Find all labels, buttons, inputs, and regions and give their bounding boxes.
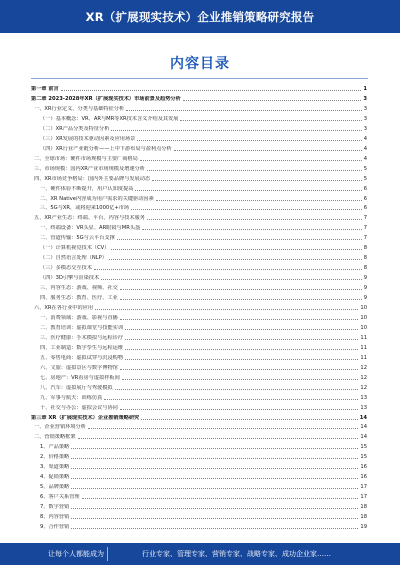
toc-entry-page: 8	[363, 255, 367, 262]
toc-entry-page: 1	[363, 86, 367, 92]
toc-leader-dots	[120, 369, 359, 370]
toc-leader-dots	[140, 160, 362, 161]
toc-entry[interactable]	[31, 315, 367, 322]
toc-entry-page: 12	[360, 384, 367, 391]
toc-entry-page: 15	[360, 444, 367, 451]
toc-entry[interactable]	[31, 255, 367, 262]
toc-leader-dots	[125, 339, 358, 340]
toc-entry[interactable]	[31, 325, 367, 332]
toc-entry-label: 第二章 2023-2028年XR（扩展现实技术）市场前景及趋势分析	[31, 95, 181, 102]
toc-leader-dots	[137, 140, 361, 141]
report-title: XR（扩展现实技术）企业推销策略研究报告	[85, 9, 315, 24]
toc-entry[interactable]	[31, 474, 367, 481]
toc-leader-dots	[126, 110, 362, 111]
toc-entry-label: （二）XR产品分类及特征分析	[40, 125, 110, 132]
toc-entry-page: 3	[363, 125, 367, 132]
toc-entry-label: 7、数字营销	[40, 504, 70, 511]
toc-leader-dots	[78, 438, 359, 439]
toc-leader-dots	[141, 419, 357, 420]
report-footer	[0, 543, 400, 565]
toc-leader-dots	[71, 468, 358, 469]
toc-entry[interactable]	[31, 415, 367, 422]
toc-entry[interactable]	[31, 355, 367, 362]
toc-leader-dots	[61, 90, 362, 91]
toc-entry-page: 13	[360, 394, 367, 401]
toc-entry-page: 7	[363, 215, 367, 222]
toc-entry-page: 16	[360, 464, 367, 471]
toc-entry-page: 7	[363, 225, 367, 232]
toc-leader-dots	[180, 120, 361, 121]
toc-leader-dots	[71, 478, 358, 479]
toc-top-divider	[31, 78, 368, 79]
toc-leader-dots	[156, 200, 362, 201]
toc-entry[interactable]	[31, 365, 367, 372]
toc-leader-dots	[183, 100, 362, 101]
toc-entry-page: 4	[363, 135, 367, 142]
toc-entry[interactable]	[31, 146, 367, 153]
toc-entry[interactable]	[31, 156, 367, 163]
toc-leader-dots	[131, 209, 362, 210]
toc-leader-dots	[101, 279, 362, 280]
footer-slogan: 让每个人都能成为	[48, 550, 104, 558]
toc-entry[interactable]	[31, 166, 367, 173]
toc-entry[interactable]	[31, 434, 367, 441]
toc-entry-page: 6	[363, 195, 367, 202]
toc-entry-page: 8	[363, 265, 367, 272]
toc-leader-dots	[109, 259, 362, 260]
table-of-contents	[31, 86, 367, 534]
toc-entry-label: （一）计算机视觉技术（CV）	[40, 245, 110, 252]
toc-entry-page: 12	[360, 364, 367, 371]
toc-entry-page: 17	[360, 494, 367, 501]
toc-entry-page: 8	[363, 245, 367, 252]
toc-entry[interactable]	[31, 196, 367, 203]
toc-entry-page: 6	[363, 185, 367, 192]
toc-entry[interactable]	[31, 265, 367, 272]
toc-entry-label: 二、营销策略框架	[34, 434, 76, 441]
toc-leader-dots	[115, 389, 359, 390]
toc-leader-dots	[104, 399, 358, 400]
toc-entry[interactable]	[31, 395, 367, 402]
toc-leader-dots	[95, 309, 358, 310]
toc-entry-page: 10	[360, 314, 367, 321]
toc-entry-page: 18	[360, 514, 367, 521]
toc-leader-dots	[142, 229, 361, 230]
toc-entry-page: 14	[360, 434, 367, 441]
toc-entry[interactable]	[31, 136, 367, 143]
toc-leader-dots	[94, 269, 362, 270]
toc-entry[interactable]	[31, 494, 367, 501]
toc-entry[interactable]	[31, 514, 367, 521]
toc-entry-page: 15	[360, 454, 367, 461]
toc-entry-label: 一、企业营销环境分析	[34, 424, 86, 431]
toc-entry-label: 3、渠道策略	[40, 464, 70, 471]
toc-entry[interactable]	[31, 464, 367, 471]
toc-leader-dots	[147, 219, 362, 220]
toc-entry-label: 5、品牌策略	[40, 484, 70, 491]
toc-entry-label: 五、零售电商：虚拟试穿与沉浸购物	[40, 354, 124, 361]
toc-entry-label: 三、内容生态：游戏、视频、社交	[40, 285, 118, 292]
toc-entry[interactable]	[31, 295, 367, 302]
toc-entry-label: 二、全球市场：硬件市场规模与主要厂商格局	[34, 155, 138, 162]
toc-entry[interactable]	[31, 225, 367, 232]
toc-leader-dots	[71, 518, 358, 519]
toc-leader-dots	[71, 448, 358, 449]
toc-leader-dots	[125, 329, 358, 330]
toc-leader-dots	[120, 319, 359, 320]
toc-entry[interactable]	[31, 235, 367, 242]
toc-entry[interactable]	[31, 305, 367, 312]
toc-entry-label: 一、消费领域：游戏、影视与直播	[40, 314, 118, 321]
toc-entry-page: 11	[360, 354, 367, 361]
toc-entry-label: （三）多模态交互技术	[40, 265, 92, 272]
toc-entry-label: 三、5G与XR，或将迎来1000亿+市场	[40, 205, 130, 212]
toc-entry-page: 4	[363, 145, 367, 152]
toc-entry-label: 第一章 前言	[31, 86, 59, 92]
toc-entry-page: 9	[363, 285, 367, 292]
toc-entry-label: 六、文旅：虚拟景区与数字博物馆	[40, 364, 118, 371]
toc-entry[interactable]	[31, 484, 367, 491]
toc-entry[interactable]	[31, 205, 367, 212]
footer-tagline: 行业专家、管理专家、营销专家、战略专家、成功企业家……	[142, 550, 331, 558]
toc-entry-label: 四、服务生态：教育、医疗、工业	[40, 295, 118, 302]
toc-entry[interactable]	[31, 215, 367, 222]
toc-entry[interactable]	[31, 116, 367, 123]
toc-leader-dots	[135, 190, 361, 191]
toc-entry-label: 1、产品策略	[40, 444, 70, 451]
toc-entry-label: （四）3D引擎与渲染技术	[40, 275, 100, 282]
toc-entry-page: 4	[363, 155, 367, 162]
toc-entry-page: 14	[359, 414, 367, 421]
toc-entry[interactable]	[31, 524, 367, 531]
toc-entry-label: 一、硬件体验不断提升，用户认知度提高	[40, 185, 134, 192]
toc-entry[interactable]	[31, 335, 367, 342]
toc-entry-label: 六、XR在各行业中的应用	[34, 305, 94, 312]
toc-entry-page: 3	[363, 95, 367, 102]
toc-entry[interactable]	[31, 345, 367, 352]
toc-entry-page: 3	[363, 105, 367, 112]
toc-entry-label: 二、管道传输：5G与云平台支撑	[40, 235, 115, 242]
toc-leader-dots	[111, 249, 361, 250]
toc-entry-page: 10	[360, 305, 367, 312]
toc-entry-label: 四、XR市场竞争格局：国内外主要品牌与发展动态	[34, 175, 151, 182]
toc-entry[interactable]	[31, 375, 367, 382]
toc-entry[interactable]	[31, 126, 367, 133]
toc-entry[interactable]	[31, 106, 367, 113]
toc-entry-label: 一、XR行业定义、分类与基础特征分析	[34, 105, 125, 112]
toc-leader-dots	[120, 299, 362, 300]
toc-entry-label: 第三章 XR（扩展现实技术）企业推销策略研究	[31, 414, 140, 421]
toc-entry-page: 5	[363, 175, 367, 182]
toc-entry-page: 19	[360, 524, 367, 531]
toc-entry[interactable]	[31, 385, 367, 392]
toc-entry[interactable]	[31, 176, 367, 183]
toc-entry-label: 九、军事与航天：训练仿真	[40, 394, 103, 401]
toc-entry[interactable]	[31, 424, 367, 431]
toc-entry-label: 七、房地产：VR看房与虚拟样板间	[40, 374, 120, 381]
toc-entry[interactable]	[31, 405, 367, 412]
toc-leader-dots	[82, 498, 359, 499]
toc-entry-page: 9	[363, 275, 367, 282]
toc-leader-dots	[125, 359, 358, 360]
toc-heading: 内容目录	[170, 56, 230, 72]
toc-entry[interactable]	[31, 275, 367, 282]
toc-entry-label: 二、XR Native内容成为用户需求的关键驱动因素	[40, 195, 154, 202]
toc-entry-label: 2、价格策略	[40, 454, 70, 461]
toc-entry-label: 4、促销策略	[40, 474, 70, 481]
toc-entry-page: 13	[360, 404, 367, 411]
toc-entry-page: 18	[360, 504, 367, 511]
toc-entry-label: 三、市场规模：国内XR产业市场规模及增速分析	[34, 165, 145, 172]
toc-entry-page: 11	[360, 344, 367, 351]
toc-leader-dots	[174, 150, 362, 151]
toc-entry-label: （三）XR发展的技术驱动因素及应用场景	[40, 135, 136, 142]
toc-entry-page: 3	[363, 115, 367, 122]
toc-entry-label: 四、工业制造：数字孪生与远程运维	[40, 344, 124, 351]
toc-entry[interactable]	[31, 504, 367, 511]
toc-entry-label: （四）XR行业产业链分析——上中下游布局与盈利点分析	[40, 145, 172, 152]
toc-leader-dots	[122, 379, 359, 380]
toc-leader-dots	[117, 239, 362, 240]
toc-entry-page: 9	[363, 295, 367, 302]
toc-entry-page: 6	[363, 205, 367, 212]
toc-entry-page: 16	[360, 474, 367, 481]
toc-entry-label: 二、教育培训：虚拟课堂与技能实训	[40, 324, 124, 331]
toc-leader-dots	[152, 180, 362, 181]
toc-entry-label: 9、合作营销	[40, 524, 70, 531]
toc-entry[interactable]	[31, 454, 367, 461]
toc-entry-page: 5	[363, 165, 367, 172]
toc-entry-label: 8、内容营销	[40, 514, 70, 521]
toc-entry-label: 五、XR产业生态：终端、平台、内容与技术服务	[34, 215, 145, 222]
toc-leader-dots	[125, 349, 358, 350]
toc-leader-dots	[71, 508, 358, 509]
toc-leader-dots	[120, 409, 359, 410]
toc-leader-dots	[71, 458, 358, 459]
toc-entry-label: 十、社交与办公：虚拟会议与协同	[40, 404, 118, 411]
toc-entry-label: 一、终端设备：VR头显、AR眼镜与MR头盔	[40, 225, 141, 232]
toc-leader-dots	[71, 488, 358, 489]
toc-leader-dots	[111, 130, 361, 131]
toc-leader-dots	[71, 528, 358, 529]
footer-divider	[107, 547, 108, 561]
toc-entry[interactable]	[31, 186, 367, 193]
toc-entry-page: 7	[363, 235, 367, 242]
toc-leader-dots	[88, 428, 359, 429]
toc-entry-page: 17	[360, 484, 367, 491]
toc-entry[interactable]	[31, 444, 367, 451]
toc-entry-label: 三、医疗健康：手术模拟与远程诊疗	[40, 334, 124, 341]
toc-entry[interactable]	[31, 96, 367, 103]
toc-leader-dots	[120, 289, 362, 290]
toc-entry-page: 14	[360, 424, 367, 431]
toc-entry-label: 6、客户关系管理	[40, 494, 80, 501]
toc-entry-label: （一）基本概念：VR、AR与MR等XR技术含义介绍及其发展	[40, 115, 179, 122]
toc-entry-label: 八、汽车：虚拟展厅与驾驶模拟	[40, 384, 113, 391]
toc-entry-label: （二）自然语言处理（NLP）	[40, 255, 107, 262]
toc-entry[interactable]	[31, 245, 367, 252]
toc-entry-page: 10	[360, 324, 367, 331]
toc-entry-page: 11	[360, 334, 367, 341]
toc-entry-page: 12	[360, 374, 367, 381]
toc-entry[interactable]	[31, 86, 367, 93]
toc-entry[interactable]	[31, 285, 367, 292]
toc-leader-dots	[147, 170, 362, 171]
report-header	[0, 0, 400, 33]
